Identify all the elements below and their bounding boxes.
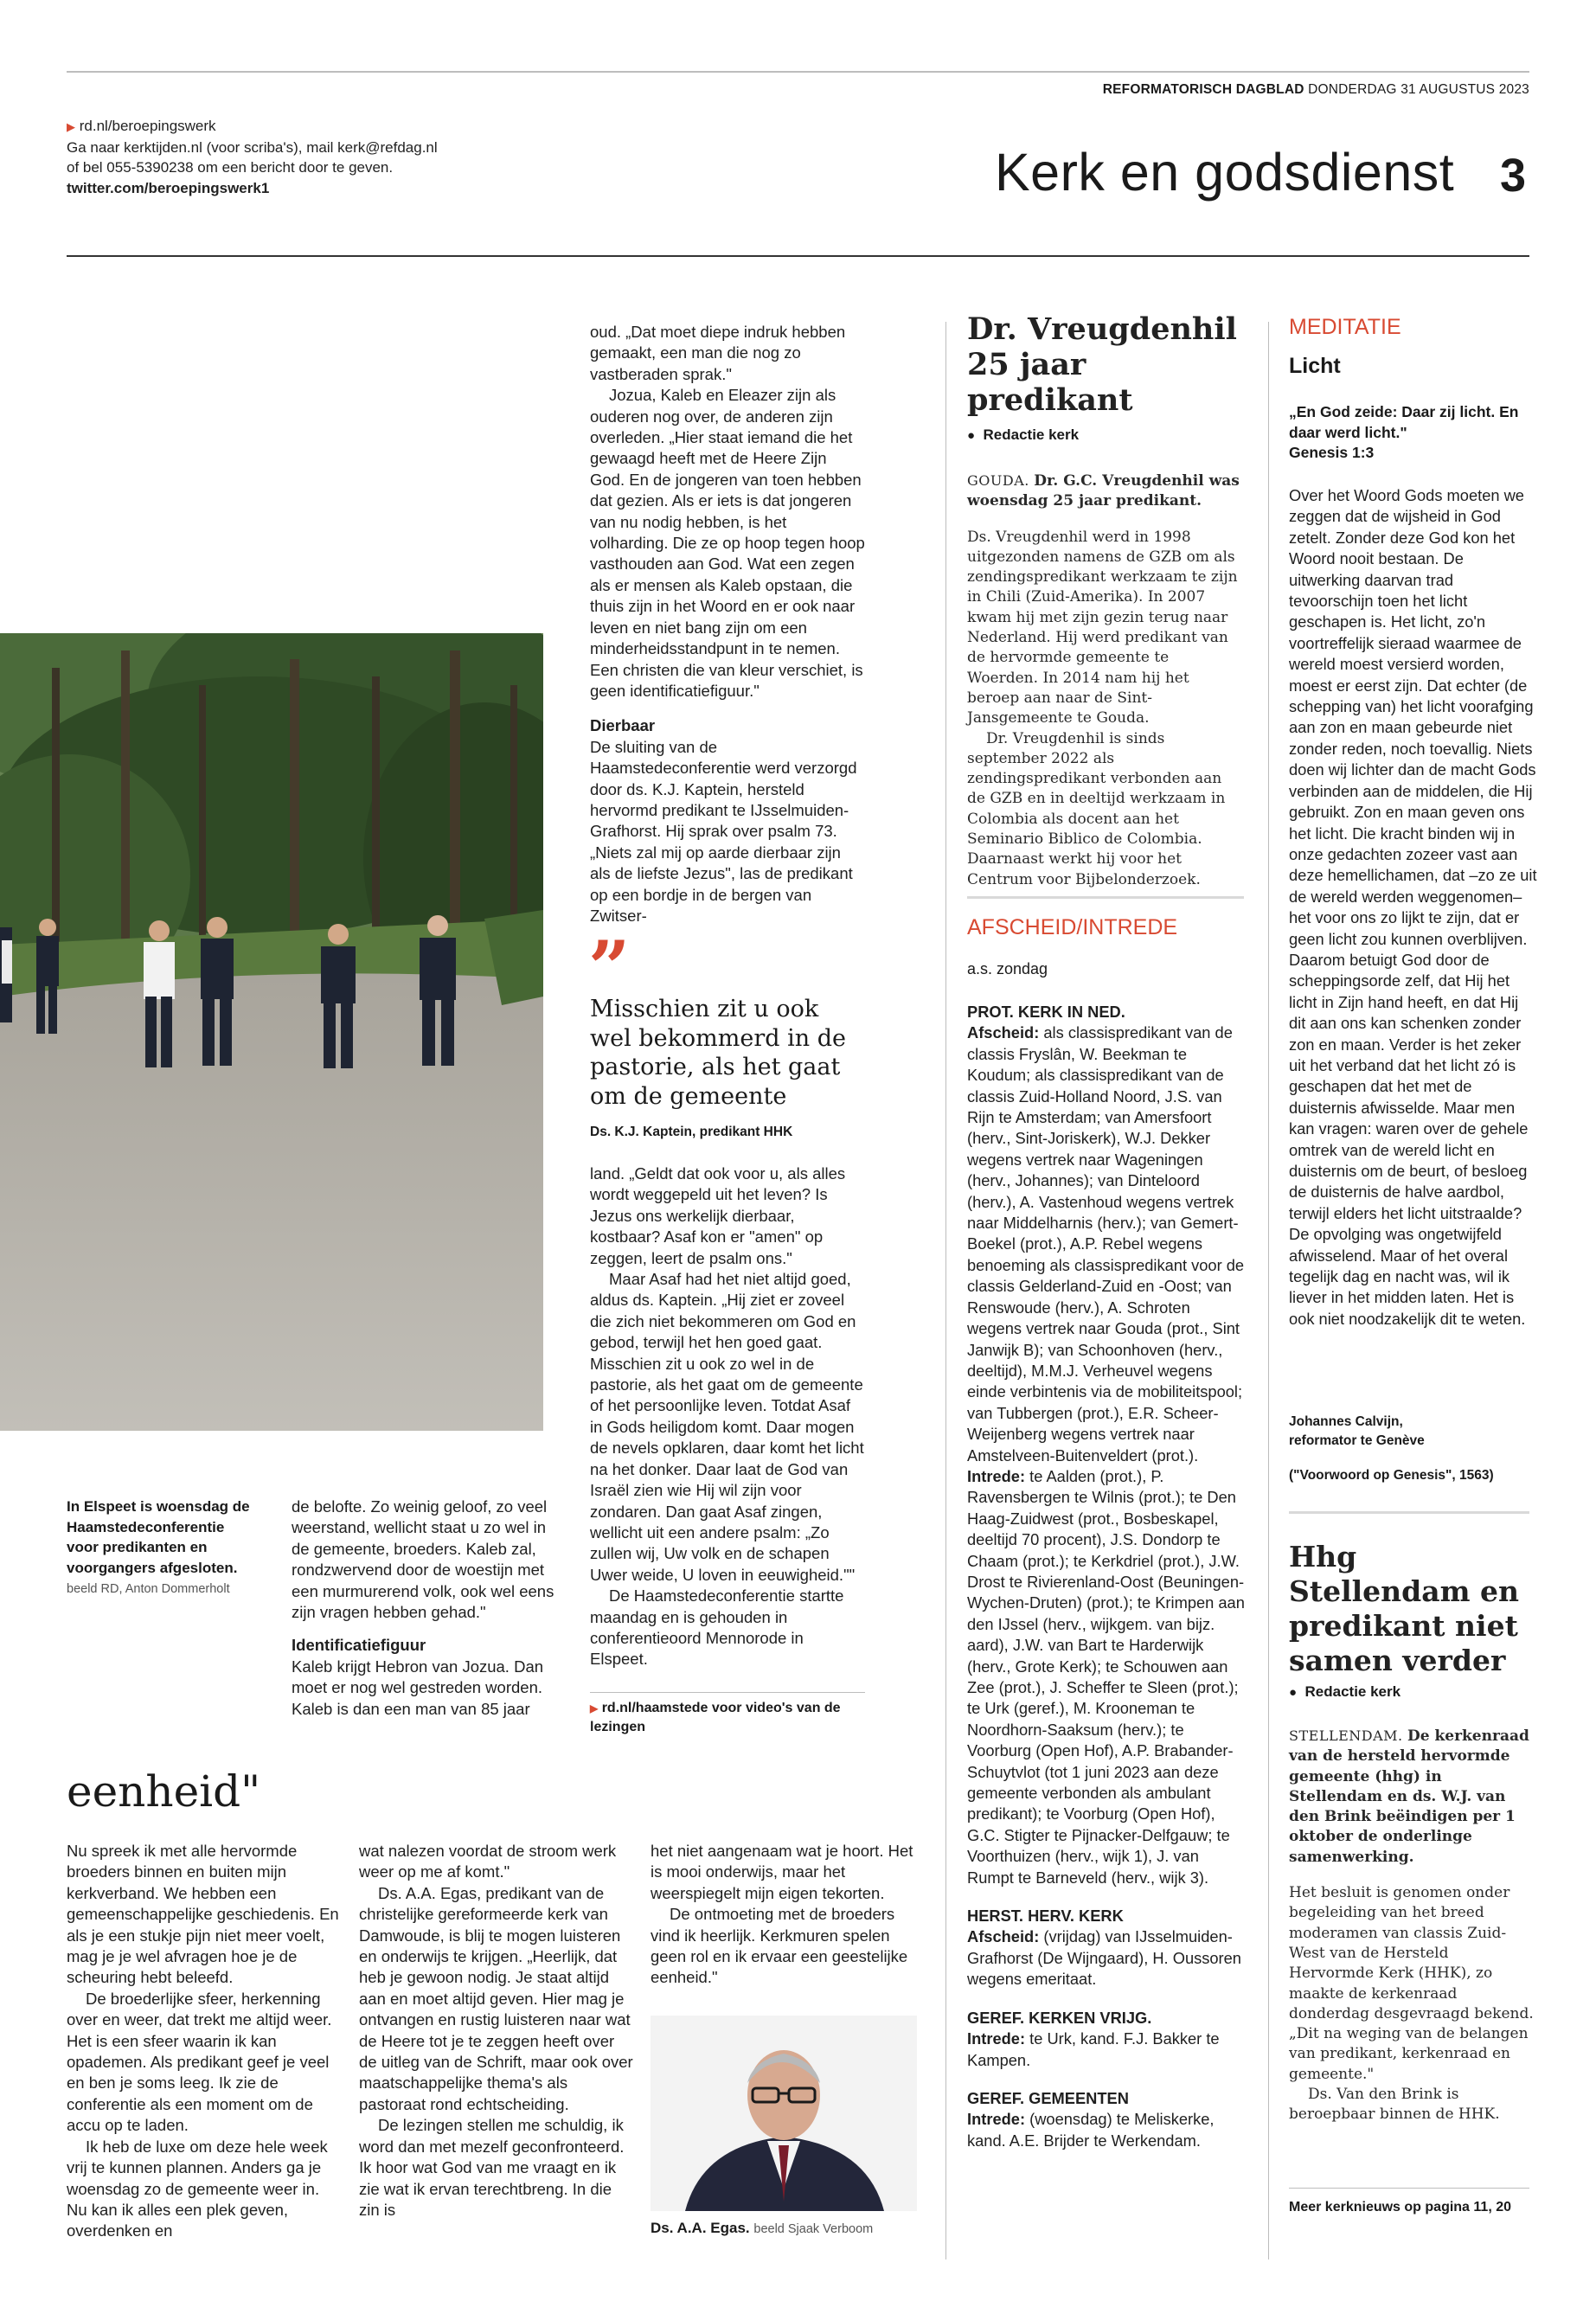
column-divider [1268,322,1269,2259]
vreugdenhil-byline [967,426,1079,444]
label-afscheid: Afscheid: [967,1023,1040,1042]
eenheid-col-3 [651,1841,926,1989]
eenheid-col-2 [359,1841,634,2221]
eenheid-col-1 [67,1841,342,2242]
article-col-right [590,322,865,926]
photo-caption [67,1497,257,1600]
top-rule [67,71,1529,73]
section-title: Kerk en godsdienst [995,143,1455,202]
haamstede-link-text[interactable]: rd.nl/haamstede voor video's van de lezingen [590,1701,841,1734]
eenheid-headline: eenheid" [67,1766,261,1817]
meditatie-author [1289,1413,1538,1485]
paper-name: REFORMATORISCH DAGBLAD [1102,82,1304,97]
author-source: ("Voorwoord op Genesis", 1563) [1289,1468,1494,1483]
meditatie-kicker: MEDITATIE [1289,315,1401,339]
pull-quote-author: Ds. K.J. Kaptein, predikant HHK [590,1125,793,1139]
conference-photo [0,633,543,1431]
contact-line-2: of bel 055-5390238 om een bericht door te geven. [67,159,394,176]
paragraph: De lezingen stellen me schuldig, ik word dan met mezelf geconfronteerd. Ik hoor wat God van me vraagt en ik zie wat ik ervan terechtbreng. In die zin is [359,2116,625,2219]
paragraph: Jozua, Kaleb en Eleazer zijn als ouderen nog over, de anderen zijn overleden. „Hier staat iemand die het gewaagd heeft met de Heere Zijn God. En de jongeren van toen hebben dat gezien. Als er iets is dat jongeren van nu nodig hebben, is het volharding. Die ze op hoop tegen hoop vasthouden aan God. Wat een zegen als er mensen als Kaleb opstaan, die thuis zijn in het Woord en er ook naar leven en niet bang zijn om een minderheidsstandpunt in te nemen. Een christen die van kleur verschiet, is geen identificatiefiguur." [590,386,865,700]
quote-icon: ” [588,925,631,1010]
paragraph: De broederlijke sfeer, herkenning over en weer, dat trekt me altijd weer. Het is een sfeer waarin ik kan opademen. Als predikant geef je veel en ben je soms leeg. Ik zie de conferentie als een moment om de accu op te laden. [67,1989,332,2135]
caption-text: In Elspeet is woensdag de Haamstedeconferentie voor predikanten en voorgangers afgesloten. [67,1498,250,1576]
more-rule [1289,2188,1529,2189]
label-intrede: Intrede: [967,2029,1026,2048]
contact-info [67,116,438,198]
afscheid-sub: a.s. zondag [967,960,1048,977]
lead: Dr. G.C. Vreugdenhil was woensdag 25 jaar predikant. [967,472,1240,510]
paragraph: oud. „Dat moet diepe indruk hebben gemaakt, een man die nog zo vastberaden sprak." [590,323,846,383]
byline-text: Redactie kerk [983,426,1080,443]
arrow-icon: ▶ [67,120,75,133]
verse-reference: Genesis 1:3 [1289,444,1375,461]
stellendam-byline [1289,1683,1401,1701]
label-intrede: Intrede: [967,2110,1026,2129]
portrait-image [651,2016,917,2211]
entry-text: te Aalden (prot.), P. Ravensbergen te Wilnis (prot.); te Den Haag-Zuidwest (prot., Bosbeskapel, deeltijd 70 procent), J.S. Dondorp te Chaam (prot.); te Kerkdriel (prot.), J.W. Drost te Rivierenland-Oost (Beuningen-Wychen-Druten) (prot.); te Krimpen aan den IJssel (herv., wijkgem. van bijz. aard), J.W. van Bart te Harderwijk (herv., Grote Kerk); te Schouwen aan Zee (prot.), J. Scheffer te Sleen (prot.); te Urk (geref.), M. Krooneman te Noordhorn-Saaksum (herv.); te Voorburg (Open Hof), A.P. Brabander-Schuytvlot (tot 1 juni 2023 aan deze gemeente verbonden als ambulant predikant); te Voorburg (Open Hof), G.C. Stigter te Pijnacker-Delfgauw; te Voorthuizen (herv., wijk 1), J. van Rumpt te Barneveld (herv., wijk 3). [967,1466,1245,1887]
verse-text: „En God zeide: Daar zij licht. En daar werd licht." [1289,403,1519,441]
caption-credit: beeld RD, Anton Dommerholt [67,1582,230,1597]
portrait-caption [651,2220,873,2237]
paragraph: Ds. Van den Brink is beroepbaar binnen de HHK. [1289,2086,1500,2124]
lead: De kerkenraad van de hersteld hervormde gemeente (hhg) in Stellendam en ds. W.J. van den Brink beëindigen per 1 oktober de onderlinge samenwerking. [1289,1727,1529,1866]
paper-dateline [1103,82,1529,98]
haamstede-link[interactable] [590,1699,865,1737]
entry-text: (woensdag) te Meliskerke, kand. A.E. Brijder te Werkendam. [967,2110,1215,2150]
meditatie-verse [1289,402,1538,464]
paragraph: De ontmoeting met de broeders vind ik heerlijk. Kerkmuren spelen geen rol en ik ervaar een geestelijke eenheid." [651,1905,908,1987]
denomination-heading: GEREF. KERKEN VRIJG. [967,2008,1152,2027]
arrow-icon: ▶ [590,1702,599,1715]
paragraph: Dr. Vreugdenhil is sinds september 2022 als zendingspredikant verbonden aan de GZB en in deeltijd werkzaam in Colombia als docent aan het Seminario Biblico de Colombia. Daarnaast werkt hij voor het Centrum voor Bijbelonderzoek. [967,729,1226,888]
afscheid-heading: AFSCHEID/INTREDE [967,915,1178,939]
header-rule [67,255,1529,257]
afscheid-list [967,1002,1248,2151]
paragraph: Nu spreek ik met alle hervormde broeders binnen en buiten mijn kerkverband. We hebben een gemeenschappelijke geschiedenis. En als je een stukje pijn niet meer voelt, mag je je wel afvragen hoe je de scheuring hebt beleefd. [67,1842,339,1987]
paragraph: Ds. Vreugdenhil werd in 1998 uitgezonden namens de GZB om als zendingspredikant werkzaam te zijn in Chili (Zuid-Amerika). In 2007 kwam hij met zijn gezin terug naar Nederland. Hij werd predikant van de hervormde gemeente te Woerden. In 2014 nam hij het beroep aan naar de Sint-Jansgemeente te Gouda. [967,528,1238,727]
paragraph: Ds. A.A. Egas, predikant van de christelijke gereformeerde kerk van Damwoude, is blij te mogen luisteren en onderwijs te krijgen. „Heerlijk, dat heb je gewoon nodig. Je staat altijd aan en moet altijd geven. Hier mag je ontvangen en rustig luisteren naar wat de Heere tot je te zeggen heeft over de uitleg van de Schrift, maar ook over maatschappelijke thema's als pastoraat rond echtscheiding. [359,1883,633,2113]
egas-portrait [651,2016,917,2211]
dateline: STELLENDAM. [1289,1727,1403,1744]
beroepingswerk-link[interactable]: rd.nl/beroepingswerk [79,118,216,134]
page-number: 3 [1500,150,1527,202]
entry-text: (vrijdag) van IJsselmuiden-Grafhorst (De Wijngaard), H. Oussoren wegens emeritaat. [967,1927,1241,1989]
subhead-identificatiefiguur: Identificatiefiguur [292,1636,426,1655]
twitter-link[interactable]: twitter.com/beroepingswerk1 [67,179,270,196]
portrait-caption-name: Ds. A.A. Egas. [651,2220,750,2236]
paragraph: Kaleb krijgt Hebron van Jozua. Dan moet er nog wel gestreden worden. Kaleb is dan een man van 85 jaar [292,1657,544,1718]
paragraph: het niet aangenaam wat je hoort. Het is mooi onderwijs, maar het weerspiegelt mijn eigen tekorten. [651,1842,913,1902]
more-news-link[interactable]: Meer kerknieuws op pagina 11, 20 [1289,2200,1511,2214]
stellendam-headline: Hhg Stellendam en predikant niet samen verder [1289,1540,1519,1677]
forest-photo [0,633,543,1431]
entry-text: te Urk, kand. F.J. Bakker te Kampen. [967,2029,1220,2069]
column-divider [945,322,946,2259]
paragraph: De sluiting van de Haamstedeconferentie werd verzorgd door ds. K.J. Kaptein, hersteld hervormd predikant te IJsselmuiden-Grafhorst. Hij sprak over psalm 73. „Niets zal mij op aarde dierbaar zijn als de liefste Jezus", las de predikant op een bordje in de bergen van Zwitser- [590,737,857,925]
paragraph: Het besluit is genomen onder begeleiding van het breed moderamen van classis Zuid-West van de Hersteld Hervormde Kerk (HHK), zo maakte de kerkenraad donderdag desgevraagd bekend. „Dit na weging van de belangen van predikant, kerkenraad en gemeente." [1289,1884,1534,2083]
meditatie-body: Over het Woord Gods moeten we zeggen dat de wijsheid in God zetelt. Zonder deze God kon het Woord nooit bestaan. De uitwerking daarvan trad tevoorschijn toen het licht geschapen is. Het licht, zo'n voortreffelijk sieraad waarmee de wereld moest versierd worden, moest er eerst zijn. Dat echter (de schepping van) het licht voorafging aan zon en maan gebeurde niet zonder reden, noch toevallig. Niets doen wij lichter dan de macht Gods verbinden aan de middelen, die Hij gebruikt. Zon en maan geven ons het licht. Die kracht binden wij in onze gedachten zozeer vast aan deze hemellichamen, dat –zo ze uit de wereld werden weggenomen– het voor ons zo lijkt te zijn, dat er geen licht zou kunnen overblijven. Daarom betuigt God door de scheppingsorde zelf, dat Hij het licht in Zijn hand heeft, en dat Hij dit aan ons kan schenken zonder zon en maan. Verder is het zeker uit het verband dat het licht zó is geschapen dat het met de duisternis afwisselde. Maar men kan vragen: waren over de gehele omtrek van de wereld licht en duisternis om de beurt, of besloeg de duisternis de halve aardbol, terwijl elders het licht uitstraalde? De opvolging was ongetwijfeld afwisselend. Maar of het overal tegelijk dag en nacht was, wil ik liever in het midden laten. Het is ook niet noodzakelijk dit te weten. [1289,486,1537,1328]
label-afscheid: Afscheid: [967,1927,1040,1946]
bullet-icon: ● [1289,1685,1298,1700]
paragraph: de belofte. Zo weinig geloof, zo veel weerstand, wellicht staat u zo wel in de gemeente, broeders. Kaleb zal, rondzwervend door de woestijn met een murmurerend volk, ook wel eens zijn vragen hebben gehad." [292,1497,554,1622]
denomination-heading: GEREF. GEMEENTEN [967,2088,1129,2107]
issue-date: DONDERDAG 31 AUGUSTUS 2023 [1308,82,1529,97]
entry-text: als classispredikant van de classis Fryslân, W. Beekman te Koudum; als classispredikant van de classis Zuid-Holland Noord, J.S. van Rijn te Amsterdam; van Amersfoort (herv., Sint-Joriskerk), W.J. Dekker wegens vertrek naar Wageningen (herv., Johannes); van Dinteloord (herv.), A. Vastenhoud wegens vertrek naar Middelharnis (herv.); van Gemert-Boekel (prot.), A.P. Rebel wegens benoeming als classispredikant voor de classis Gelderland-Zuid en -Oost; van Renswoude (herv.), A. Schroten wegens vertrek naar Gouda (prot., Sint Janwijk B); van Schoonhoven (herv., deeltijd), M.M.J. Verheuvel wegens einde verbintenis via de mobiliteitspool; van Tubbergen (prot.), E.R. Scheer-Weijenberg wegens vertrek naar Amstelveen-Buitenveldert (prot.). [967,1023,1245,1465]
stellendam-body [1289,1726,1535,2125]
dateline: GOUDA. [967,472,1029,489]
bullet-icon: ● [967,428,976,443]
label-intrede: Intrede: [967,1466,1026,1485]
author-role: reformator te Genève [1289,1433,1425,1448]
paragraph: Ik heb de luxe om deze hele week vrij te kunnen plannen. Anders ga je woensdag zo de gemeente weer in. Nu kan ik alles een plek geven, overdenken en [67,2137,328,2240]
section-rule [967,896,1244,899]
denomination-heading: HERST. HERV. KERK [967,1907,1124,1926]
pull-quote: Misschien zit u ook wel bekommerd in de pastorie, als het gaat om de gemeente [590,996,847,1110]
vreugdenhil-headline: Dr. Vreugdenhil 25 jaar predikant [967,311,1237,418]
paragraph: land. „Geldt dat ook voor u, als alles wordt weggepeld uit het leven? Is Jezus ons werkelijk dierbaar, kostbaar? Asaf kon er "amen" op zeggen, leert de psalm ons." [590,1164,846,1267]
byline-text: Redactie kerk [1304,1683,1401,1700]
contact-line-1: Ga naar kerktijden.nl (voor scriba's), mail kerk@refdag.nl [67,138,438,156]
paragraph: Maar Asaf had het niet altijd goed, aldus ds. Kaptein. „Hij ziet er zoveel die zich niet bekommeren om God en gebod, terwijl het hen goed gaat. Misschien zit u ook zo wel in de pastorie, als het gaat om de gemeente of het persoonlijke leven. Totdat Asaf in Gods heiligdom komt. Daar mogen de nevels opklaren, daar komt het licht na het donker. Daar laat de God van Israël zien wie Hij wil zijn voor zondaren. Dan gaat Asaf zingen, wellicht uit een andere psalm: „Zo zullen wij, Uw volk en de schapen Uwer weide, U loven in eeuwigheid."" [590,1270,864,1584]
vreugdenhil-body [967,471,1244,890]
paragraph: wat nalezen voordat de stroom werk weer op me af komt." [359,1842,617,1881]
paragraph: De Haamstedeconferentie startte maandag en is gehouden in conferentieoord Mennorode in Elspeet. [590,1586,844,1669]
denomination-heading: PROT. KERK IN NED. [967,1003,1125,1021]
meditatie-title: Licht [1289,354,1341,378]
subhead-dierbaar: Dierbaar [590,716,656,735]
link-rule [590,1692,865,1693]
section-rule [1289,1511,1529,1514]
portrait-credit: beeld Sjaak Verboom [753,2222,874,2236]
article-col-mid [292,1497,567,1720]
author-name: Johannes Calvijn, [1289,1414,1403,1429]
article-col-right-cont [590,1163,865,1670]
